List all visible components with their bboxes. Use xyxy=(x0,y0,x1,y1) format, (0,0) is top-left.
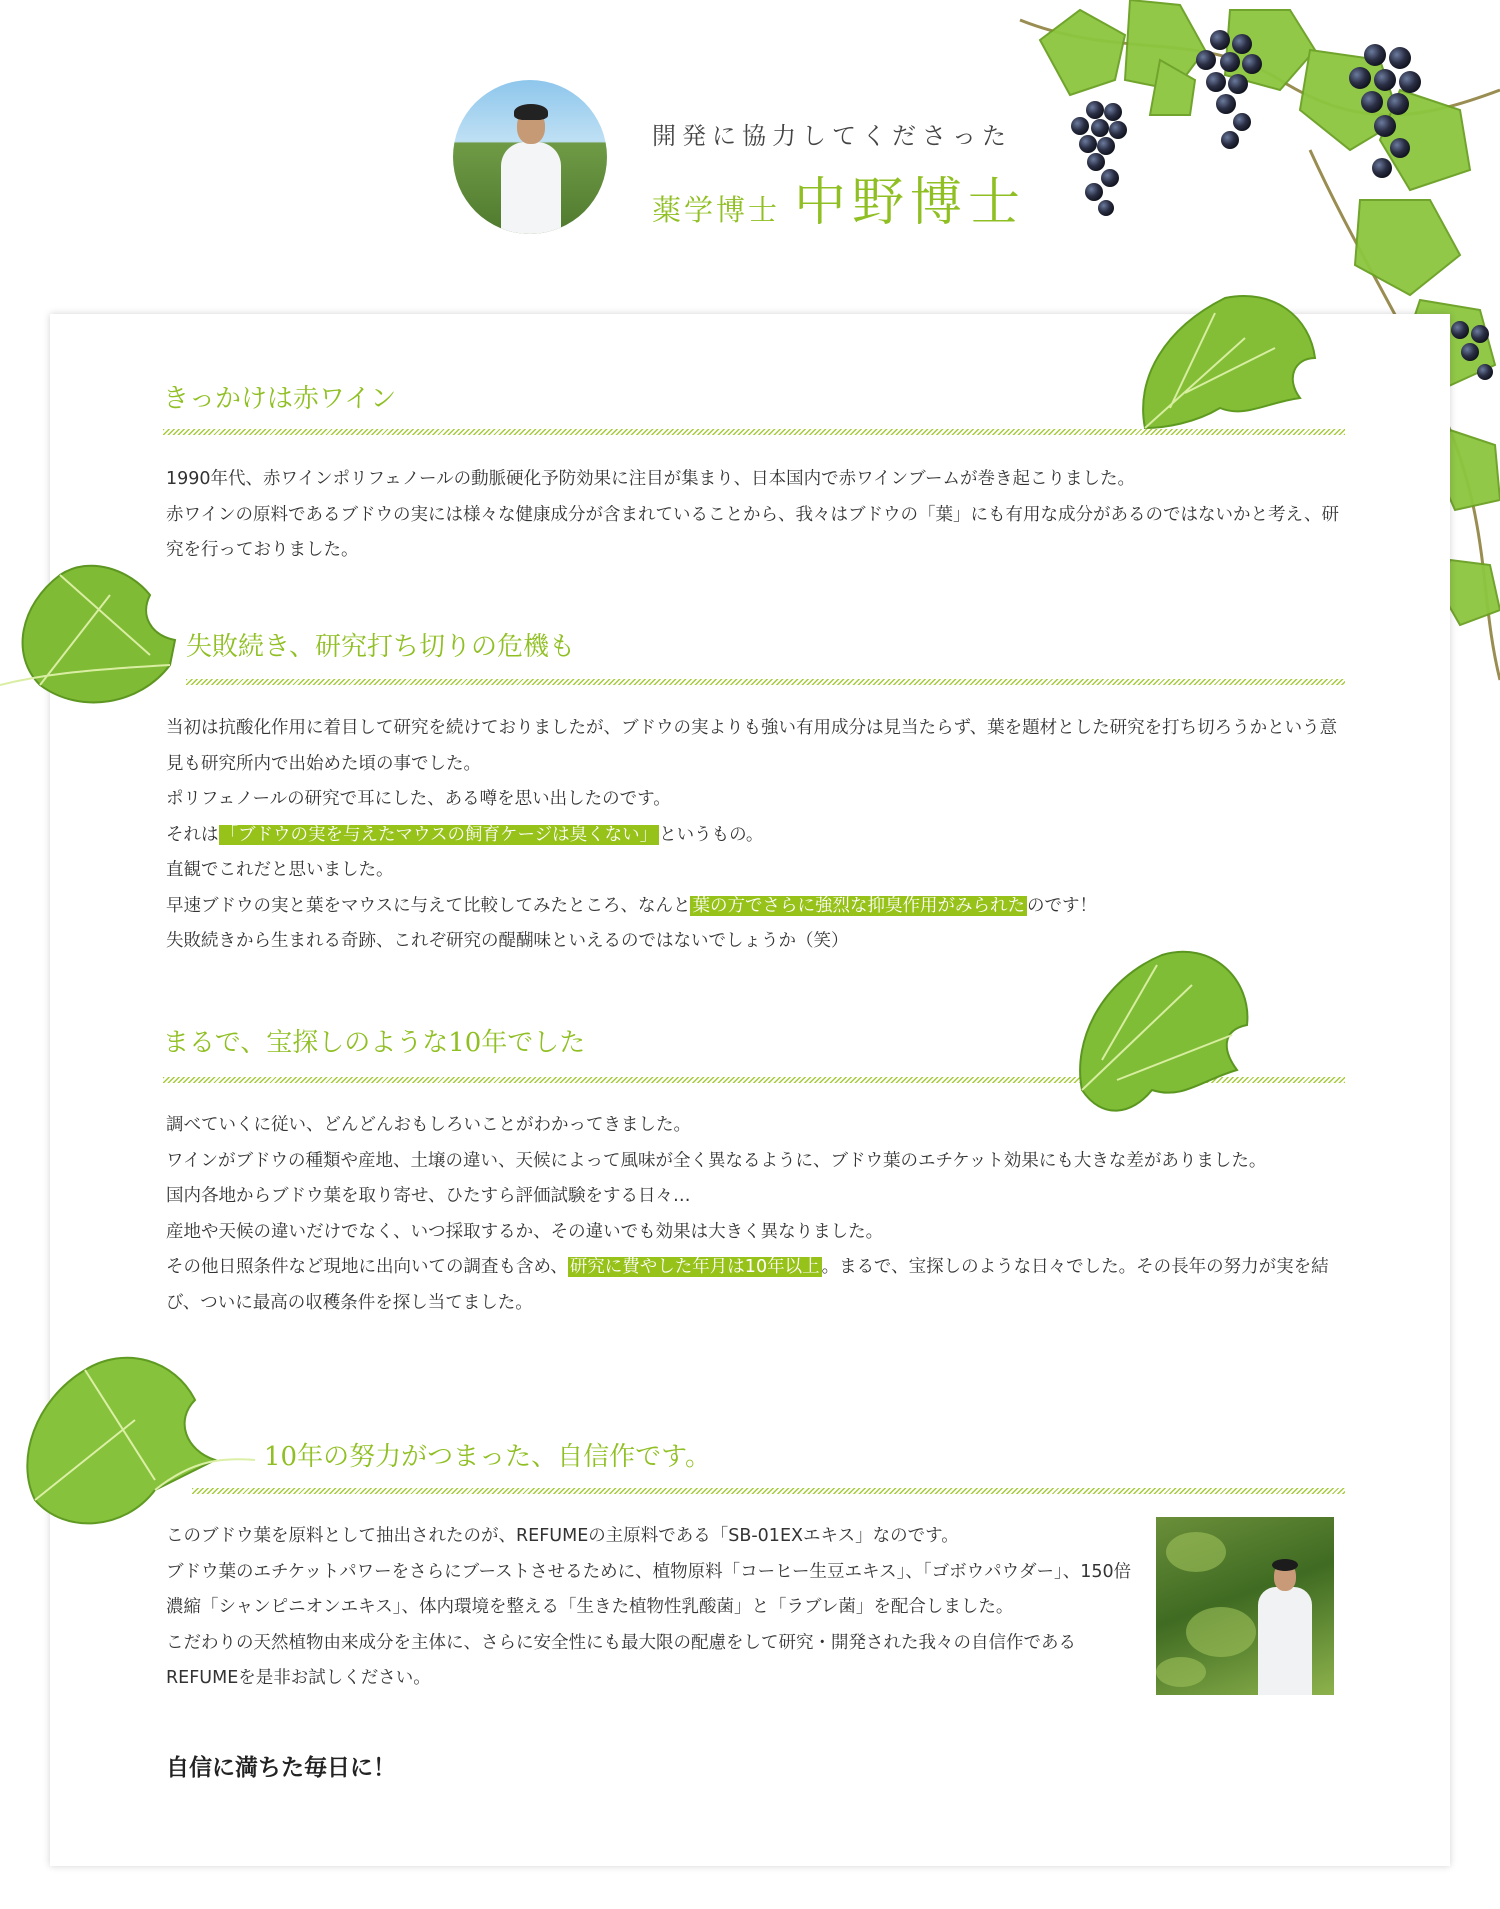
intro-text: 開発に協力してくださった xyxy=(652,122,1012,150)
text: 。まるで、宝探しのような日々でした。その長年の努力が実を結び、ついに最高の収穫条件を探し当てました。 xyxy=(166,1257,1329,1313)
highlight-text: 「ブドウの実を与えたマウスの飼育ケージは臭くない」 xyxy=(220,824,658,845)
leaf-illustration xyxy=(15,1330,255,1540)
section-heading-1: きっかけは赤ワイン xyxy=(163,384,397,414)
section-heading-3: まるで、宝探しのような10年でした xyxy=(163,1028,586,1058)
paragraph: ポリフェノールの研究で耳にした、ある噂を思い出したのです。 xyxy=(166,789,671,809)
leaf-illustration xyxy=(1062,940,1262,1130)
paragraph: 1990年代、赤ワインポリフェノールの動脈硬化予防効果に注目が集まり、日本国内で赤ワインブームが巻き起こりました。 xyxy=(166,469,1136,489)
paragraph: こだわりの天然植物由来成分を主体に、さらに安全性にも最大限の配慮をして研究・開発された我々の自信作であるREFUMEを是非お試しください。 xyxy=(166,1632,1076,1688)
section-divider-2 xyxy=(186,679,1345,685)
paragraph: 産地や天候の違いだけでなく、いつ採取するか、その違いでも効果は大きく異なりました。 xyxy=(166,1221,884,1242)
leaf-illustration xyxy=(1125,288,1325,438)
doctor-name: 中野博士 xyxy=(794,173,1027,233)
paragraph: 赤ワインの原料であるブドウの実には様々な健康成分が含まれていることから、我々はブドウの「葉」にも有用な成分があるのではないかと考え、研究を行っておりました。 xyxy=(166,504,1340,560)
highlight-text: 研究に費やした年月は10年以上 xyxy=(569,1257,820,1277)
section-heading-2: 失敗続き、研究打ち切りの危機も xyxy=(186,632,575,662)
doctor-title xyxy=(652,160,1026,235)
closing-statement: 自信に満ちた毎日に！ xyxy=(166,1755,396,1781)
paragraph: 国内各地からブドウ葉を取り寄せ、ひたすら評価試験をする日々… xyxy=(166,1186,691,1206)
paragraph: 直観でこれだと思いました。 xyxy=(166,860,394,880)
paragraph xyxy=(166,889,1346,925)
doctor-field-photo xyxy=(1156,1517,1334,1695)
section-heading-4: 10年の努力がつまった、自信作です。 xyxy=(264,1442,712,1472)
paragraph: このブドウ葉を原料として抽出されたのが、REFUMEの主原料である「SB-01EXエキス」なのです。 xyxy=(166,1526,959,1546)
paragraph: ブドウ葉のエチケットパワーをさらにブーストさせるために、植物原料「コーヒー生豆エキス」、「ゴボウパウダー」、150倍濃縮「シャンピニオンエキス」、体内環境を整える「生きた植物性乳酸菌」と「ラブレ菌」を配合しました。 xyxy=(166,1561,1132,1617)
paragraph: 失敗続きから生まれる奇跡、これぞ研究の醍醐味といえるのではないでしょうか（笑） xyxy=(166,931,849,951)
section-body-3 xyxy=(166,1108,1346,1321)
paragraph: 調べていくに従い、どんどんおもしろいことがわかってきました。 xyxy=(166,1115,691,1135)
section-body-4 xyxy=(166,1519,1136,1697)
highlight-text: 葉の方でさらに強烈な抑臭作用がみられた xyxy=(692,895,1025,916)
paragraph xyxy=(166,1250,1346,1321)
section-body-1 xyxy=(166,462,1346,569)
doctor-subtitle: 薬学博士 xyxy=(652,193,781,227)
text: というもの。 xyxy=(659,824,764,845)
doctor-portrait xyxy=(453,80,607,234)
paragraph xyxy=(166,818,1346,854)
paragraph: ワインがブドウの種類や産地、土壌の違い、天候によって風味が全く異なるように、ブドウ葉のエチケット効果にも大きな差がありました。 xyxy=(166,1150,1267,1171)
paragraph: 当初は抗酸化作用に着目して研究を続けておりましたが、ブドウの実よりも強い有用成分は見当たらず、葉を題材とした研究を打ち切ろうかという意見も研究所内で出始めた頃の事でした。 xyxy=(166,718,1338,774)
section-divider-4 xyxy=(192,1488,1345,1494)
text: 早速ブドウの実と葉をマウスに与えて比較してみたところ、なんと xyxy=(166,895,691,916)
text: その他日照条件など現地に出向いての調査も含め、 xyxy=(166,1257,568,1277)
text: それは xyxy=(166,824,219,845)
text: のです！ xyxy=(1026,895,1097,916)
leaf-illustration xyxy=(0,555,190,715)
section-body-2 xyxy=(166,711,1346,960)
